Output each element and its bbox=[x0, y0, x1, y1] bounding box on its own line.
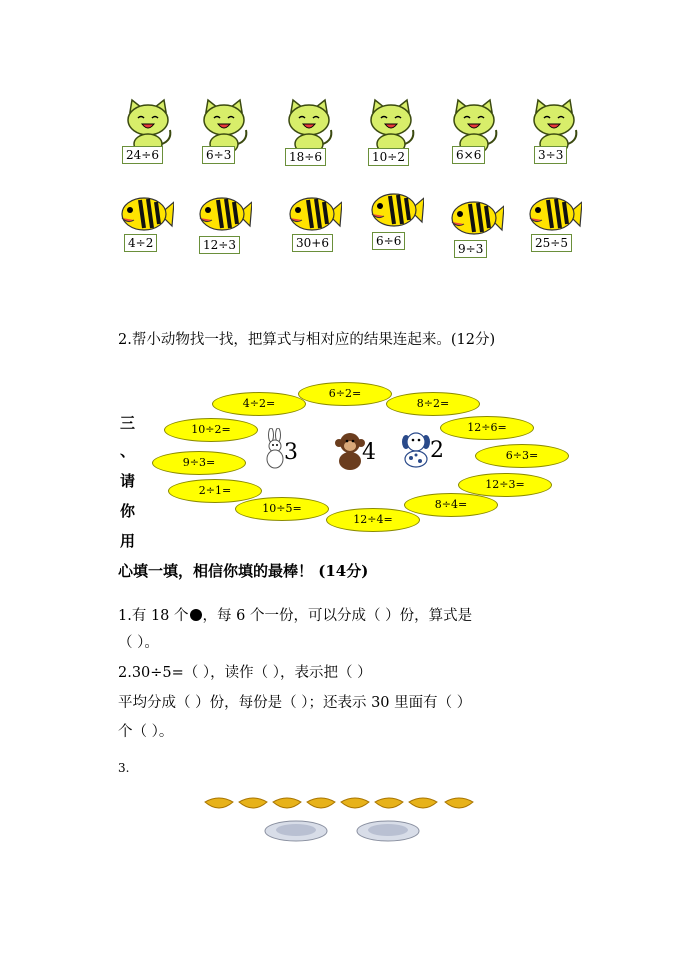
question-2-text: 2.帮小动物找一找，把算式与相对应的结果连起来。(12分) bbox=[118, 332, 496, 348]
banana-icon bbox=[272, 796, 302, 811]
dog-number: 2 bbox=[430, 438, 444, 463]
q1-text-b: ，每 6 个一份，可以分成（ ）份，算式是 bbox=[202, 608, 473, 624]
q1-text-a: 1.有 18 个 bbox=[118, 608, 189, 624]
oval-expression: 10÷5= bbox=[235, 497, 329, 521]
monkey-number: 4 bbox=[362, 440, 376, 465]
oval-expression: 2÷1= bbox=[168, 479, 262, 503]
section-heading-char: 用 bbox=[120, 532, 136, 550]
q3-label: 3. bbox=[118, 761, 130, 775]
dog-icon bbox=[402, 433, 430, 467]
q1-line-2: （ ）。 bbox=[118, 635, 159, 651]
section-heading-char: 、 bbox=[120, 442, 136, 460]
banana-icon bbox=[238, 796, 268, 811]
banana-icon bbox=[374, 796, 404, 811]
fish-label: 12÷3 bbox=[199, 236, 240, 254]
oval-expression: 8÷4= bbox=[404, 493, 498, 517]
monkey-icon bbox=[335, 433, 365, 470]
oval-expression: 9÷3= bbox=[152, 451, 246, 475]
fish-figure bbox=[196, 192, 252, 242]
oval-expression: 10÷2= bbox=[164, 418, 258, 442]
fish-label: 4÷2 bbox=[124, 234, 157, 252]
section-heading-char: 三 bbox=[120, 414, 136, 432]
cat-label: 24÷6 bbox=[122, 146, 163, 164]
q2-line-3: 个（ ）。 bbox=[118, 724, 174, 740]
q2-line-1: 2.30÷5=（ ），读作（ ），表示把（ ） bbox=[118, 665, 372, 681]
fish-icon bbox=[200, 198, 252, 230]
plate-icon bbox=[264, 820, 328, 842]
fish-figure bbox=[368, 188, 424, 238]
oval-expression: 6÷2= bbox=[298, 382, 392, 406]
banana-icon bbox=[340, 796, 370, 811]
banana-icon bbox=[444, 796, 474, 811]
oval-expression: 12÷3= bbox=[458, 473, 552, 497]
fish-icon bbox=[530, 198, 582, 230]
section-3-heading: 心填一填，相信你填的最棒！ (14分) bbox=[118, 562, 369, 580]
fish-label: 6÷6 bbox=[372, 232, 405, 250]
oval-expression: 4÷2= bbox=[212, 392, 306, 416]
rabbit-icon bbox=[267, 428, 283, 468]
cat-icon bbox=[371, 100, 413, 154]
section-heading-char: 你 bbox=[120, 502, 136, 520]
oval-expression: 12÷4= bbox=[326, 508, 420, 532]
q2-line-2: 平均分成（ ）份，每份是（ ）；还表示 30 里面有（ ） bbox=[118, 695, 472, 711]
fish-icon bbox=[372, 194, 424, 226]
black-dot-icon bbox=[190, 609, 202, 621]
section-heading-char: 请 bbox=[120, 472, 136, 490]
fish-label: 9÷3 bbox=[454, 240, 487, 258]
fish-icon bbox=[122, 198, 174, 230]
cat-icon bbox=[289, 100, 331, 154]
cat-label: 3÷3 bbox=[534, 146, 567, 164]
fish-icon bbox=[452, 202, 504, 234]
rabbit-number: 3 bbox=[284, 440, 298, 465]
q1-line-1 bbox=[118, 604, 472, 625]
oval-expression: 6÷3= bbox=[475, 444, 569, 468]
banana-icon bbox=[204, 796, 234, 811]
fish-label: 30+6 bbox=[292, 234, 333, 252]
cat-label: 6÷3 bbox=[202, 146, 235, 164]
oval-expression: 8÷2= bbox=[386, 392, 480, 416]
fish-icon bbox=[290, 198, 342, 230]
fish-figure bbox=[448, 196, 504, 246]
banana-icon bbox=[408, 796, 438, 811]
fish-label: 25÷5 bbox=[531, 234, 572, 252]
oval-expression: 12÷6= bbox=[440, 416, 534, 440]
cat-label: 6×6 bbox=[452, 146, 485, 164]
plate-icon bbox=[356, 820, 420, 842]
cat-label: 10÷2 bbox=[368, 148, 409, 166]
dog-figure bbox=[400, 430, 432, 468]
cat-label: 18÷6 bbox=[285, 148, 326, 166]
banana-icon bbox=[306, 796, 336, 811]
